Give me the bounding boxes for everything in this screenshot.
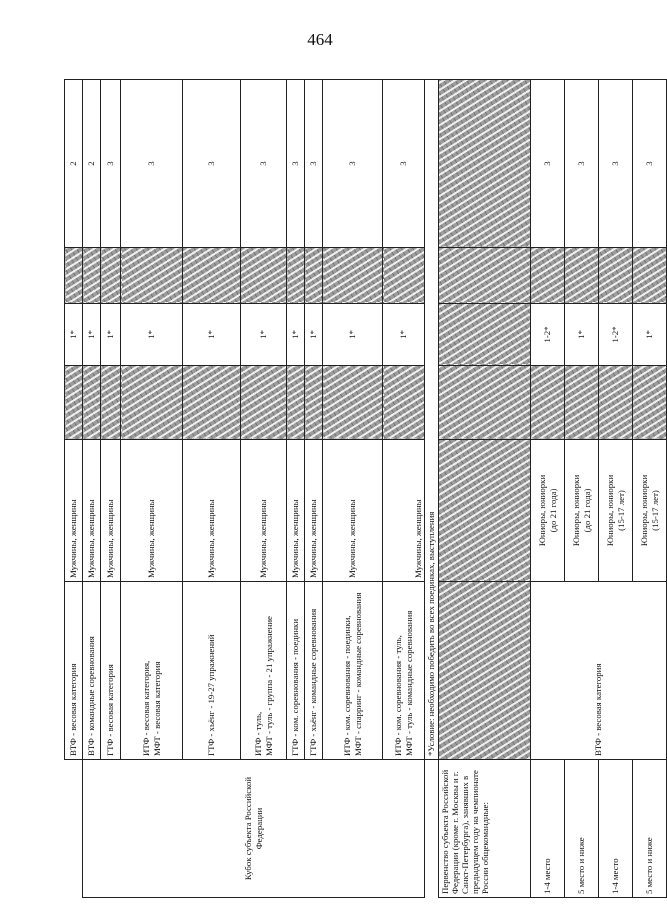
note-cell: *Условие: необходимо победить во всех поединках, выступления bbox=[425, 366, 439, 760]
place-cell: 1* bbox=[287, 304, 305, 366]
place-cell: 1* bbox=[65, 304, 83, 366]
points-table bbox=[64, 79, 667, 898]
points-cell: 3 bbox=[323, 80, 383, 248]
points-cell: 3 bbox=[241, 80, 287, 248]
discipline-cell: ВТФ - командные соревнования bbox=[83, 582, 101, 760]
shaded-cell bbox=[323, 366, 383, 440]
discipline-cell: ГТФ - хьёнг - командные соревнования bbox=[305, 582, 323, 760]
shaded-cell bbox=[183, 248, 241, 304]
empty-cell bbox=[425, 760, 439, 898]
shaded-cell bbox=[439, 582, 531, 760]
points-cell: 3 bbox=[101, 80, 121, 248]
shaded-cell bbox=[565, 366, 599, 440]
age-group-cell: Юниоры, юниорки (до 21 года) bbox=[531, 440, 565, 582]
shaded-cell bbox=[65, 248, 83, 304]
shaded-cell bbox=[599, 248, 633, 304]
age-group-cell: Мужчины, женщины bbox=[287, 440, 305, 582]
discipline-cell: ГТФ - весовая категория bbox=[101, 582, 121, 760]
points-cell: 2 bbox=[65, 80, 83, 248]
place-cell: 1* bbox=[305, 304, 323, 366]
shaded-cell bbox=[383, 248, 425, 304]
points-cell: 3 bbox=[305, 80, 323, 248]
shaded-cell bbox=[241, 366, 287, 440]
page-number: 464 bbox=[307, 30, 333, 49]
shaded-cell bbox=[101, 366, 121, 440]
shaded-cell bbox=[439, 304, 531, 366]
table-row bbox=[65, 80, 83, 898]
place-cell: 1* bbox=[633, 304, 667, 366]
shaded-cell bbox=[101, 248, 121, 304]
points-cell: 3 bbox=[633, 80, 667, 248]
place-cell: 1* bbox=[323, 304, 383, 366]
shaded-cell bbox=[439, 248, 531, 304]
place-cell: 1* bbox=[183, 304, 241, 366]
discipline-cell: ИТФ - весовая категория, МФТ - весовая категория bbox=[121, 582, 183, 760]
empty-cell bbox=[65, 760, 83, 898]
rotated-table-wrapper bbox=[64, 80, 660, 898]
discipline-cell: ГТФ - хьёнг - 19-27 упражнений bbox=[183, 582, 241, 760]
place-range-cell: 1-4 место bbox=[531, 760, 565, 898]
place-cell: 1* bbox=[565, 304, 599, 366]
shaded-cell bbox=[241, 248, 287, 304]
points-cell: 3 bbox=[121, 80, 183, 248]
shaded-cell bbox=[599, 366, 633, 440]
table-row bbox=[565, 80, 599, 898]
points-cell: 3 bbox=[287, 80, 305, 248]
age-group-cell: Юниоры, юниорки (15-17 лет) bbox=[599, 440, 633, 582]
shaded-cell bbox=[287, 248, 305, 304]
place-cell: 1* bbox=[241, 304, 287, 366]
table-row bbox=[439, 80, 531, 898]
points-cell: 3 bbox=[531, 80, 565, 248]
shaded-cell bbox=[121, 248, 183, 304]
age-group-cell: Мужчины, женщины bbox=[183, 440, 241, 582]
place-cell: 1* bbox=[121, 304, 183, 366]
shaded-cell bbox=[305, 366, 323, 440]
discipline-cell: ИТФ - ком. соревнования - туль, МФТ - туль - командные соревнования bbox=[383, 582, 425, 760]
age-group-cell: Мужчины, женщины bbox=[241, 440, 287, 582]
shaded-cell bbox=[383, 366, 425, 440]
age-group-cell: Мужчины, женщины bbox=[83, 440, 101, 582]
discipline-cell: ВТФ - весовая категория bbox=[531, 582, 667, 760]
discipline-cell: ИТФ - туль, МФТ - туль - группа - 21 упражнение bbox=[241, 582, 287, 760]
shaded-cell bbox=[183, 366, 241, 440]
age-group-cell: Мужчины, женщины bbox=[323, 440, 383, 582]
points-cell: 3 bbox=[183, 80, 241, 248]
points-cell: 3 bbox=[565, 80, 599, 248]
shaded-cell bbox=[305, 248, 323, 304]
shaded-cell bbox=[439, 440, 531, 582]
age-group-cell: Мужчины, женщины bbox=[65, 440, 83, 582]
table-row bbox=[83, 80, 101, 898]
place-cell: 1* bbox=[383, 304, 425, 366]
shaded-cell bbox=[323, 248, 383, 304]
discipline-cell: ВТФ - весовая категория bbox=[65, 582, 83, 760]
place-range-cell: 1-4 место bbox=[599, 760, 633, 898]
shaded-cell bbox=[439, 366, 531, 440]
table-row bbox=[531, 80, 565, 898]
table-body bbox=[65, 80, 667, 898]
shaded-cell bbox=[121, 366, 183, 440]
age-group-cell: Мужчины, женщины bbox=[121, 440, 183, 582]
shaded-cell bbox=[65, 366, 83, 440]
age-group-cell: Юниоры, юниорки (до 21 года) bbox=[565, 440, 599, 582]
shaded-cell bbox=[531, 366, 565, 440]
discipline-cell: ИТФ - ком. соревнования - поединки, МФТ - спарринг - командные соревнования bbox=[323, 582, 383, 760]
age-group-cell: Мужчины, женщины bbox=[101, 440, 121, 582]
points-cell: 2 bbox=[83, 80, 101, 248]
shaded-cell bbox=[439, 80, 531, 248]
age-group-cell: Мужчины, женщины bbox=[305, 440, 323, 582]
shaded-cell bbox=[633, 248, 667, 304]
shaded-cell bbox=[83, 366, 101, 440]
table-row bbox=[633, 80, 667, 898]
shaded-cell bbox=[565, 248, 599, 304]
shaded-cell bbox=[287, 366, 305, 440]
cup-label-cell: Кубок субъекта Российской Федерации bbox=[83, 760, 425, 898]
place-cell: 1-2* bbox=[531, 304, 565, 366]
discipline-cell: ГТФ - ком. соревнования - поединки bbox=[287, 582, 305, 760]
place-range-cell: 5 место и ниже bbox=[633, 760, 667, 898]
empty-cell bbox=[425, 80, 439, 366]
shaded-cell bbox=[83, 248, 101, 304]
shaded-cell bbox=[531, 248, 565, 304]
age-group-cell: Юниоры, юниорки (15-17 лет) bbox=[633, 440, 667, 582]
place-cell: 1* bbox=[101, 304, 121, 366]
table-row bbox=[599, 80, 633, 898]
table-row bbox=[425, 80, 439, 898]
points-cell: 3 bbox=[599, 80, 633, 248]
place-cell: 1-2* bbox=[599, 304, 633, 366]
points-cell: 3 bbox=[383, 80, 425, 248]
place-range-cell: 5 место и ниже bbox=[565, 760, 599, 898]
championship-label-cell: Первенство субъекта Российской Федерации (кроме г. Москвы и г. Санкт-Петербурга), занявших в предыдущем году на чемпионате России общекомандные: bbox=[439, 760, 531, 898]
shaded-cell bbox=[633, 366, 667, 440]
age-group-cell: Мужчины, женщины bbox=[383, 440, 425, 582]
place-cell: 1* bbox=[83, 304, 101, 366]
